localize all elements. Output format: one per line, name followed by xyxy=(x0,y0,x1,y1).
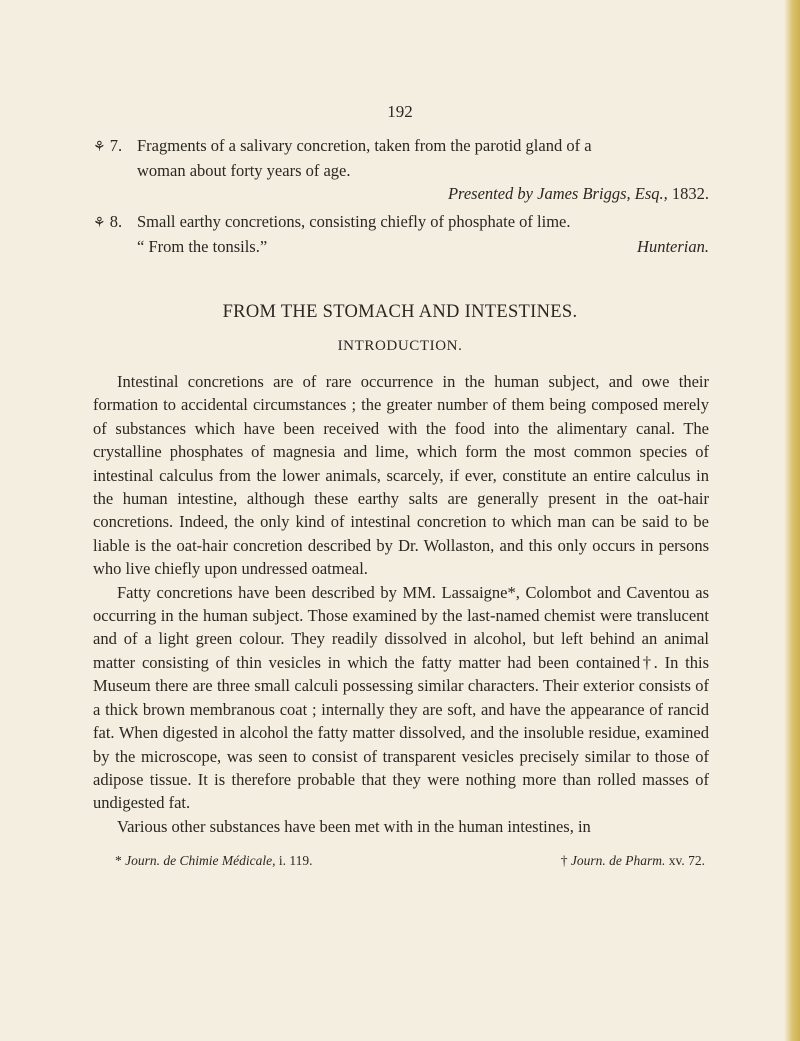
paragraph: Intestinal concretions are of rare occurrence in the human subject, and owe their formation to accidental circumstances ; the greater number of them being composed merely of substances which have been received with the food into the alimentary canal. The crystalline phosphates of magnesia and lime, which form the most common species of intestinal calculus from the lower animals, scarcely, if ever, constitute an entire calculus in the human intestine, although these earthy salts are generally present in the oat-hair concretions. Indeed, the only kind of intestinal concretion to which man can be said to be liable is the oat-hair concretion described by Dr. Wollaston, and this only occurs in persons who live chiefly upon undressed oatmeal. xyxy=(93,372,709,579)
entry-text-line: Small earthy concretions, consisting chiefly of phosphate of lime. xyxy=(137,212,571,231)
specimen-symbol-icon: ⚘ xyxy=(93,140,106,155)
section-title: FROM THE STOMACH AND INTESTINES. xyxy=(222,302,578,322)
page-edge-shading xyxy=(784,0,800,1041)
entry-text-line: Fragments of a salivary concretion, taken from the parotid gland of a xyxy=(137,136,592,155)
subsection-title: INTRODUCTION. xyxy=(337,338,463,354)
paragraph: Fatty concretions have been described by MM. Lassaigne*, Colombot and Caventou as occurring in the human subject. Those examined by the last-named chemist were translucent and of a light green colour. They readily dissolved in alcohol, but left behind an animal matter consisting of thin vesicles in which the fatty matter had been contained†. In this Museum there are three small calculi possessing similar characters. Their exterior consists of a thick brown membranous coat ; internally they are soft, and have the appearance of rancid fat. When digested in alcohol the fatty matter dissolved, and the insoluble residue, examined by the microscope, was seen to consist of transparent vesicles precisely similar to those of adipose tissue. It is therefore probable that they were nothing more than rolled masses of undigested fat. xyxy=(93,582,709,813)
entry-source: Hunterian. xyxy=(637,237,709,256)
entry-number: 7. xyxy=(109,136,123,155)
entry-quote: “ From the tonsils.” xyxy=(137,237,268,256)
catalog-entry-8 xyxy=(93,210,709,258)
footnote: * Journ. de Chimie Médicale, i. 119. xyxy=(115,853,313,868)
entry-text-line: woman about forty years of age. xyxy=(137,161,351,180)
body-text xyxy=(93,370,709,838)
entry-credit: Presented by James Briggs, Esq., 1832. xyxy=(447,184,709,203)
paragraph: Various other substances have been met with in the human intestines, in xyxy=(117,816,591,836)
page-number: 192 xyxy=(387,102,413,121)
footnote: † Journ. de Pharm. xv. 72. xyxy=(560,853,705,868)
catalog-entry-7 xyxy=(93,134,709,205)
footnotes xyxy=(115,853,705,869)
entry-number: 8. xyxy=(109,212,123,231)
specimen-symbol-icon: ⚘ xyxy=(93,216,106,231)
